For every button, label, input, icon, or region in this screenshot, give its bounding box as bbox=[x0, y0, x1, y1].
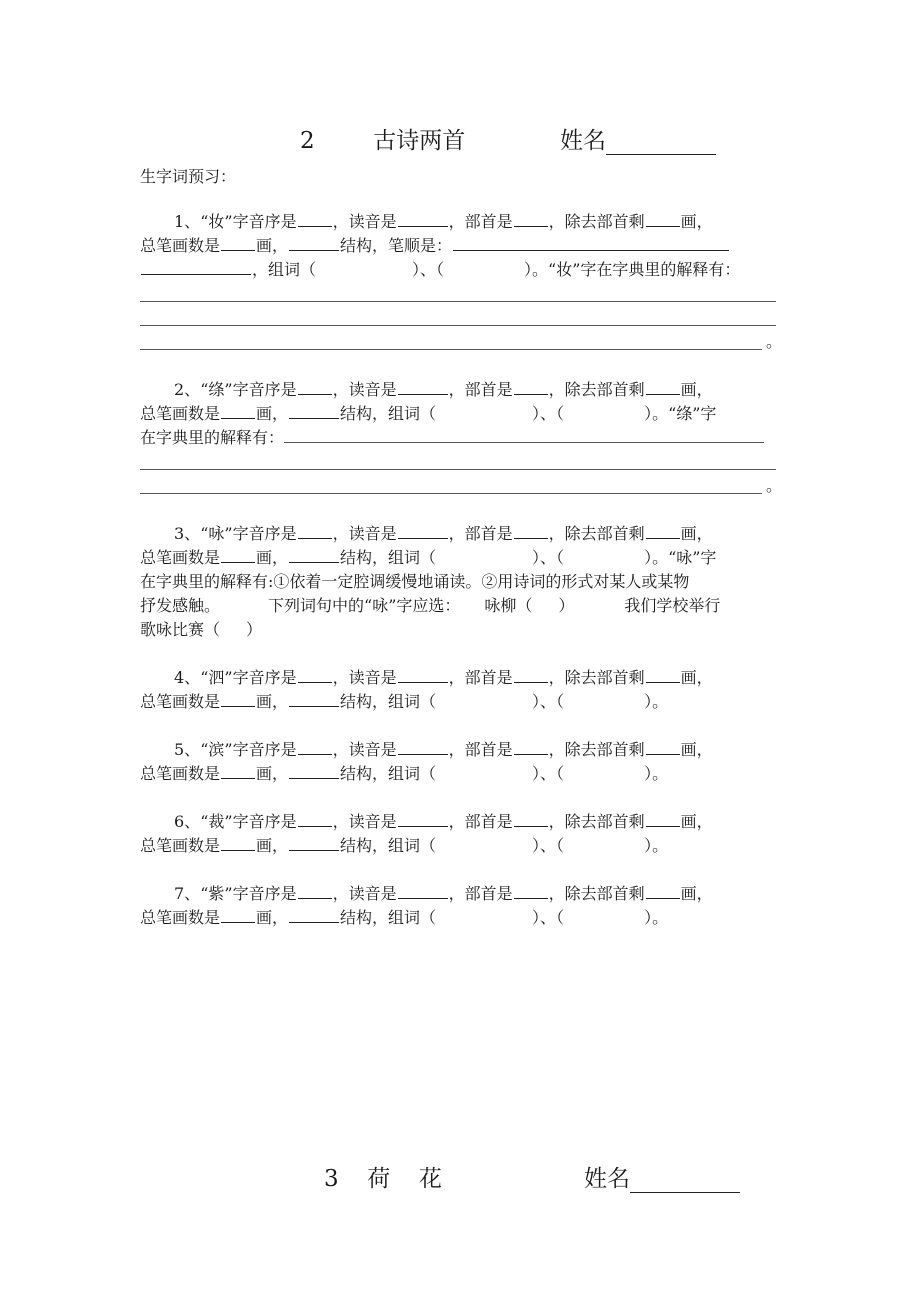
answer-blank[interactable] bbox=[298, 379, 332, 395]
explain-line[interactable] bbox=[140, 330, 782, 354]
question-1 bbox=[140, 210, 782, 354]
lesson3-number: 3 bbox=[324, 1166, 339, 1192]
q-index: 7、 bbox=[174, 884, 201, 903]
answer-blank[interactable] bbox=[289, 547, 339, 563]
answer-blank[interactable] bbox=[289, 763, 339, 779]
q-text: 画， bbox=[680, 668, 713, 687]
q-end: 。 bbox=[765, 476, 782, 495]
section-label: 生字词预习： bbox=[140, 167, 237, 186]
q-text: 总笔画数是 bbox=[140, 236, 221, 255]
q-char: “绦” bbox=[200, 380, 233, 399]
q-text: ，部首是 bbox=[448, 380, 513, 399]
q-text: 总笔画数是 bbox=[140, 404, 221, 423]
q-index: 3、 bbox=[174, 524, 201, 543]
lesson2-name-field bbox=[560, 122, 716, 155]
answer-blank[interactable] bbox=[514, 811, 548, 827]
q-text: 结构，组词（ bbox=[340, 692, 437, 711]
q-char: “妆” bbox=[200, 212, 233, 231]
q-text: ）。 bbox=[644, 764, 669, 783]
stroke-order-blank[interactable] bbox=[453, 235, 729, 251]
q-text: ，除去部首剩 bbox=[548, 812, 645, 831]
q-text: 在字典里的解释有:①依着一定腔调缓慢地诵读。②用诗词的形式对某人或某物 bbox=[140, 572, 690, 591]
q-text: 画， bbox=[680, 812, 713, 831]
q-text: 字音序是 bbox=[232, 884, 297, 903]
q-text: ，读音是 bbox=[332, 524, 397, 543]
answer-blank[interactable] bbox=[398, 211, 448, 227]
question-4 bbox=[140, 666, 782, 714]
answer-blank[interactable] bbox=[398, 883, 448, 899]
answer-blank[interactable] bbox=[398, 523, 448, 539]
answer-blank[interactable] bbox=[646, 739, 680, 755]
question-2 bbox=[140, 378, 782, 498]
q-text: ）。“绦”字 bbox=[644, 404, 717, 423]
answer-blank[interactable] bbox=[514, 523, 548, 539]
q-text: ）、（ bbox=[532, 692, 565, 711]
answer-blank[interactable] bbox=[514, 211, 548, 227]
q-text: 咏柳（ bbox=[484, 596, 533, 615]
q-text: ）。“咏”字 bbox=[644, 548, 717, 567]
q-text: 歌咏比赛（ bbox=[140, 620, 221, 639]
lesson3-title-a: 荷 bbox=[367, 1166, 391, 1192]
q-text: ）、（ bbox=[532, 548, 565, 567]
answer-blank[interactable] bbox=[514, 739, 548, 755]
answer-blank[interactable] bbox=[221, 547, 255, 563]
q-text: 画， bbox=[256, 236, 289, 255]
lesson2-number: 2 bbox=[300, 128, 315, 154]
name-label: 姓名 bbox=[560, 128, 606, 154]
q-text: ）、（ bbox=[532, 908, 565, 927]
q-text: ） bbox=[246, 620, 263, 639]
q-text: 字音序是 bbox=[232, 668, 297, 687]
q-text: 总笔画数是 bbox=[140, 692, 221, 711]
q-text: 结构，组词（ bbox=[340, 548, 437, 567]
q-char: “裁” bbox=[200, 812, 233, 831]
q-text: ，除去部首剩 bbox=[548, 212, 645, 231]
q-index: 2、 bbox=[174, 380, 201, 399]
q-text: ）、（ bbox=[532, 404, 565, 423]
q-text: 画， bbox=[256, 908, 289, 927]
answer-blank[interactable] bbox=[514, 379, 548, 395]
q-text: 字音序是 bbox=[232, 524, 297, 543]
q-text: ，除去部首剩 bbox=[548, 884, 645, 903]
answer-blank[interactable] bbox=[221, 235, 255, 251]
q-text: ，读音是 bbox=[332, 380, 397, 399]
q-text: 总笔画数是 bbox=[140, 764, 221, 783]
q-text: 在字典里的解释有： bbox=[140, 428, 285, 447]
q-text: 画， bbox=[680, 740, 713, 759]
name-label: 姓名 bbox=[584, 1166, 630, 1192]
q-text: ，读音是 bbox=[332, 668, 397, 687]
q-text: ，除去部首剩 bbox=[548, 740, 645, 759]
q-index: 6、 bbox=[174, 812, 201, 831]
answer-blank[interactable] bbox=[398, 811, 448, 827]
explain-line[interactable] bbox=[140, 306, 782, 330]
explain-line[interactable] bbox=[140, 450, 782, 474]
answer-blank[interactable] bbox=[289, 835, 339, 851]
lesson2-title-text: 古诗两首 bbox=[373, 128, 466, 154]
answer-blank[interactable] bbox=[221, 403, 255, 419]
q-text: ，读音是 bbox=[332, 812, 397, 831]
answer-blank[interactable] bbox=[646, 379, 680, 395]
q-text: 字音序是 bbox=[232, 212, 297, 231]
q-end: 。 bbox=[765, 332, 782, 351]
q-text: 抒发感触。 bbox=[140, 596, 221, 615]
q-char: “咏” bbox=[200, 524, 233, 543]
q-text: ，除去部首剩 bbox=[548, 668, 645, 687]
answer-blank[interactable] bbox=[646, 211, 680, 227]
q-text: 结构，组词（ bbox=[340, 908, 437, 927]
answer-blank[interactable] bbox=[221, 763, 255, 779]
lesson3-title-b: 花 bbox=[418, 1166, 442, 1192]
question-3 bbox=[140, 522, 782, 642]
q-text: ）、（ bbox=[412, 260, 445, 279]
q-text: 结构，组词（ bbox=[340, 764, 437, 783]
q-text: ）。 bbox=[644, 836, 669, 855]
q-text: 画， bbox=[680, 380, 713, 399]
lesson3-name-field bbox=[584, 1160, 740, 1193]
q-text: ，部首是 bbox=[448, 212, 513, 231]
q-text: ）、（ bbox=[532, 836, 565, 855]
lesson2-title bbox=[300, 122, 465, 155]
q-text: 画， bbox=[256, 692, 289, 711]
q-text: ，读音是 bbox=[332, 212, 397, 231]
q-text: 结构，组词（ bbox=[340, 836, 437, 855]
answer-blank[interactable] bbox=[398, 667, 448, 683]
q-text: 总笔画数是 bbox=[140, 836, 221, 855]
q-text: ，部首是 bbox=[448, 812, 513, 831]
answer-blank[interactable] bbox=[289, 907, 339, 923]
answer-blank[interactable] bbox=[646, 523, 680, 539]
q-text: 我们学校举行 bbox=[624, 596, 721, 615]
name-blank[interactable] bbox=[606, 132, 716, 155]
stroke-order-blank-cont[interactable] bbox=[141, 259, 251, 275]
explain-blank[interactable] bbox=[284, 427, 764, 443]
q-text: 画， bbox=[680, 212, 713, 231]
q-text: ，读音是 bbox=[332, 884, 397, 903]
q-text: ，组词（ bbox=[252, 260, 317, 279]
q-text: ，除去部首剩 bbox=[548, 524, 645, 543]
answer-blank[interactable] bbox=[221, 691, 255, 707]
question-7 bbox=[140, 882, 782, 930]
q-text: 字音序是 bbox=[232, 380, 297, 399]
q-text: ） bbox=[558, 596, 575, 615]
explain-line[interactable] bbox=[140, 282, 782, 306]
answer-blank[interactable] bbox=[298, 883, 332, 899]
q-text: 画， bbox=[256, 404, 289, 423]
q-char: “泗” bbox=[200, 668, 233, 687]
answer-blank[interactable] bbox=[289, 691, 339, 707]
q-text: 总笔画数是 bbox=[140, 548, 221, 567]
q-text: 画， bbox=[680, 524, 713, 543]
q-text: 结构，组词（ bbox=[340, 404, 437, 423]
q-text: ，读音是 bbox=[332, 740, 397, 759]
q-char: “滨” bbox=[200, 740, 233, 759]
q-char: “紫” bbox=[200, 884, 233, 903]
answer-blank[interactable] bbox=[298, 667, 332, 683]
name-blank[interactable] bbox=[630, 1170, 740, 1193]
q-text: ，部首是 bbox=[448, 740, 513, 759]
q-text: ，部首是 bbox=[448, 668, 513, 687]
q-text: 画， bbox=[256, 836, 289, 855]
explain-line[interactable] bbox=[140, 474, 782, 498]
q-text: ）。 bbox=[644, 692, 669, 711]
answer-blank[interactable] bbox=[298, 211, 332, 227]
answer-blank[interactable] bbox=[298, 523, 332, 539]
q-text: 总笔画数是 bbox=[140, 908, 221, 927]
answer-blank[interactable] bbox=[514, 883, 548, 899]
q-index: 4、 bbox=[174, 668, 201, 687]
answer-blank[interactable] bbox=[289, 235, 339, 251]
q-index: 1、 bbox=[174, 212, 201, 231]
q-text: ）。“妆”字在字典里的解释有： bbox=[524, 260, 741, 279]
answer-blank[interactable] bbox=[289, 403, 339, 419]
q-text: 字音序是 bbox=[232, 740, 297, 759]
answer-blank[interactable] bbox=[221, 907, 255, 923]
q-text: 画， bbox=[256, 764, 289, 783]
q-text: 画， bbox=[680, 884, 713, 903]
q-text: 结构，笔顺是： bbox=[340, 236, 453, 255]
q-text: ）、（ bbox=[532, 764, 565, 783]
answer-blank[interactable] bbox=[646, 811, 680, 827]
q-text: ，除去部首剩 bbox=[548, 380, 645, 399]
lesson3-title bbox=[324, 1160, 442, 1193]
q-index: 5、 bbox=[174, 740, 201, 759]
answer-blank[interactable] bbox=[221, 835, 255, 851]
q-text: 下列词句中的“咏”字应选： bbox=[268, 596, 461, 615]
answer-blank[interactable] bbox=[646, 667, 680, 683]
answer-blank[interactable] bbox=[646, 883, 680, 899]
q-text: 字音序是 bbox=[232, 812, 297, 831]
answer-blank[interactable] bbox=[398, 379, 448, 395]
question-5 bbox=[140, 738, 782, 786]
q-text: 画， bbox=[256, 548, 289, 567]
answer-blank[interactable] bbox=[514, 667, 548, 683]
question-6 bbox=[140, 810, 782, 858]
q-text: ，部首是 bbox=[448, 884, 513, 903]
answer-blank[interactable] bbox=[298, 811, 332, 827]
q-text: ，部首是 bbox=[448, 524, 513, 543]
answer-blank[interactable] bbox=[298, 739, 332, 755]
q-text: ）。 bbox=[644, 908, 669, 927]
answer-blank[interactable] bbox=[398, 739, 448, 755]
